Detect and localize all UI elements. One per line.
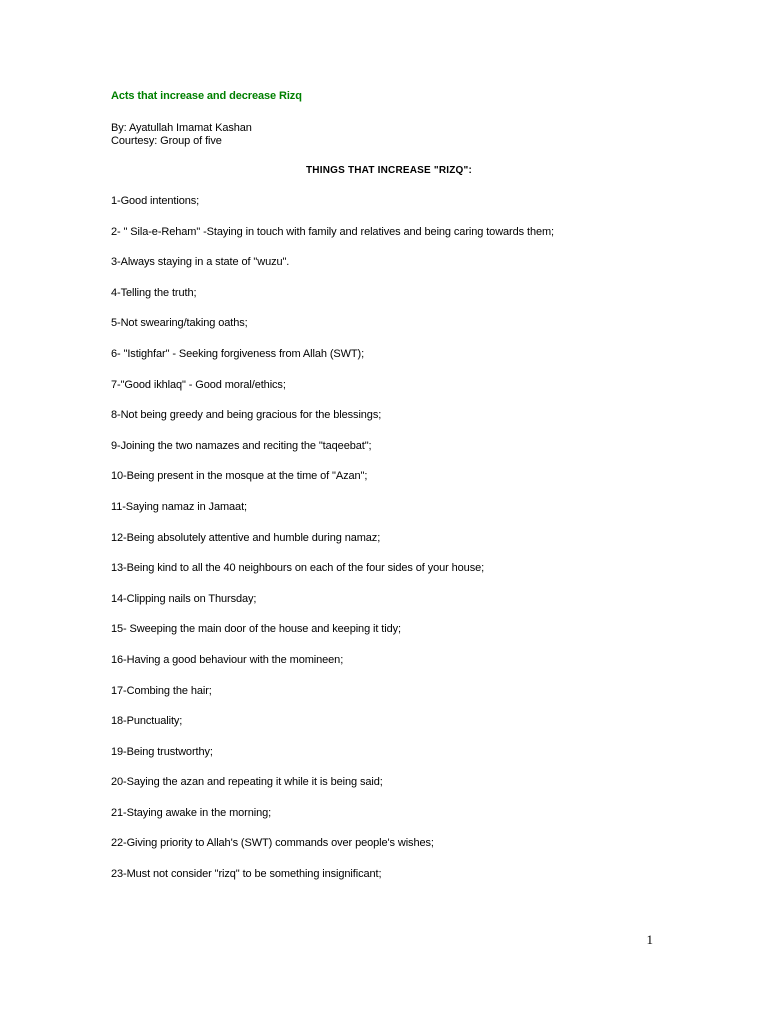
courtesy-line: Courtesy: Group of five xyxy=(111,135,222,147)
list-item: 7-"Good ikhlaq" - Good moral/ethics; xyxy=(111,378,286,391)
list-item: 5-Not swearing/taking oaths; xyxy=(111,317,248,330)
list-item: 21-Staying awake in the morning; xyxy=(111,806,272,819)
list-item: 13-Being kind to all the 40 neighbours on each of the four sides of your house; xyxy=(111,562,485,575)
list-item: 17-Combing the hair; xyxy=(111,684,212,697)
list-item: 6- "Istighfar" - Seeking forgiveness from Allah (SWT); xyxy=(111,347,365,360)
list-item: 18-Punctuality; xyxy=(111,715,183,728)
list-item: 2- " Sila-e-Reham" -Staying in touch with family and relatives and being caring towards them; xyxy=(111,225,555,238)
list-item: 12-Being absolutely attentive and humble during namaz; xyxy=(111,531,381,544)
list-item: 10-Being present in the mosque at the time of "Azan"; xyxy=(111,470,368,483)
list-item: 11-Saying namaz in Jamaat; xyxy=(111,500,247,513)
author-line: By: Ayatullah Imamat Kashan xyxy=(111,122,252,134)
document-title: Acts that increase and decrease Rizq xyxy=(111,90,302,102)
section-heading: THINGS THAT INCREASE "RIZQ": xyxy=(305,165,472,176)
list-item: 15- Sweeping the main door of the house and keeping it tidy; xyxy=(111,623,401,636)
list-item: 3-Always staying in a state of "wuzu". xyxy=(111,256,290,269)
increase-rizq-list xyxy=(111,195,554,899)
list-item: 23-Must not consider "rizq" to be something insignificant; xyxy=(111,868,382,881)
list-item: 19-Being trustworthy; xyxy=(111,745,213,758)
list-item: 20-Saying the azan and repeating it while it is being said; xyxy=(111,776,383,789)
list-item: 22-Giving priority to Allah's (SWT) commands over people's wishes; xyxy=(111,837,434,850)
page-number: 1 xyxy=(646,932,653,947)
list-item: 14-Clipping nails on Thursday; xyxy=(111,592,257,605)
list-item: 1-Good intentions; xyxy=(111,195,200,207)
list-item: 4-Telling the truth; xyxy=(111,286,197,299)
list-item: 16-Having a good behaviour with the momineen; xyxy=(111,653,344,666)
list-item: 9-Joining the two namazes and reciting the "taqeebat"; xyxy=(111,439,372,452)
list-item: 8-Not being greedy and being gracious for the blessings; xyxy=(111,409,382,422)
